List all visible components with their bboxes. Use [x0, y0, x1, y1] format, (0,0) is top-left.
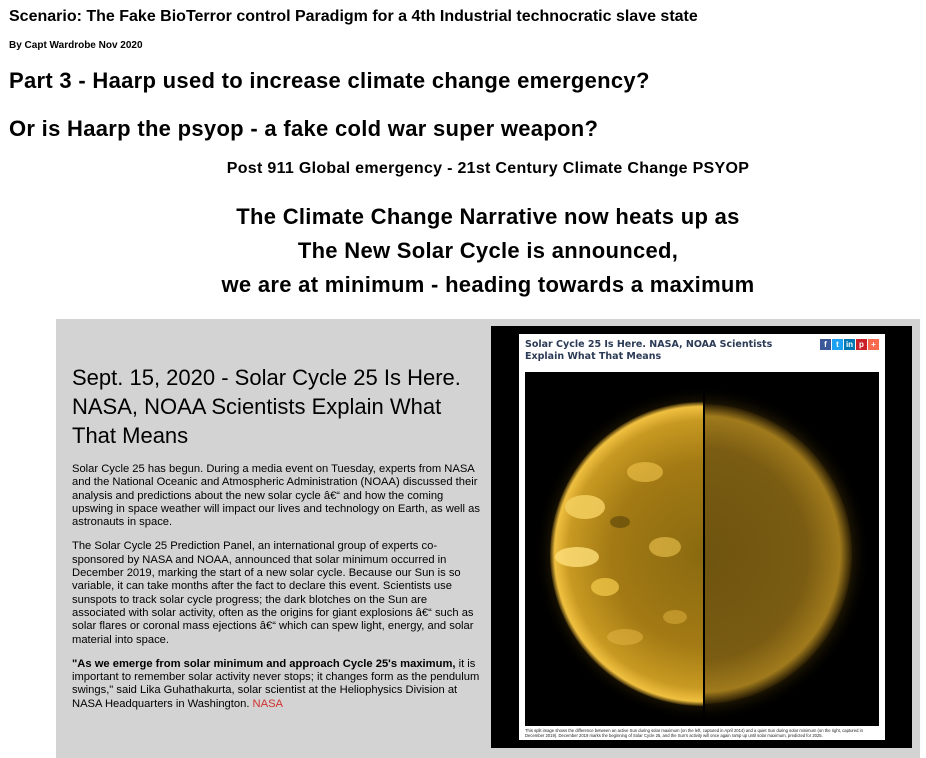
article-quote-paragraph [72, 658, 482, 711]
article-paragraph-2: The Solar Cycle 25 Prediction Panel, an international group of experts co-sponsored by NASA and NOAA, announced that solar minimum occurred in December 2019, marking the start of a new solar cycle. Because our Sun is so variable, it can take months after the fact to declare this event. Scientists use sunspots to track solar cycle progress; the dark blotches on the Sun are associated with solar activity, often as the origins for giant explosions â€“ such as solar flares or coronal mass ejections â€“ which can spew light, energy, and solar material into space. [72, 540, 474, 646]
twitter-icon[interactable]: t [832, 339, 843, 350]
embedded-article-card [519, 334, 885, 740]
sun-image-svg [525, 372, 879, 726]
post911-subheading: Post 911 Global emergency - 21st Century Climate Change PSYOP [226, 160, 750, 177]
narrative-line-1: The Climate Change Narrative now heats up as [236, 204, 740, 229]
card-title: Solar Cycle 25 Is Here. NASA, NOAA Scientists Explain What That Means [525, 339, 773, 362]
pinterest-icon[interactable]: p [856, 339, 867, 350]
part3-heading: Part 3 - Haarp used to increase climate change emergency? [9, 68, 650, 93]
quote-bold: "As we emerge from solar minimum and approach Cycle 25's maximum, [72, 657, 456, 670]
quote-text: it is important to remember solar activity never stops; it changes form as the pendulum swings," said Lika Guhathakurta, solar scientist at the Heliophysics Division at NASA Headquarters in Washington. [72, 657, 480, 710]
article-title: Sept. 15, 2020 - Solar Cycle 25 Is Here. NASA, NOAA Scientists Explain What That Means [72, 365, 461, 448]
article-block [72, 363, 482, 722]
narrative-line-2: The New Solar Cycle is announced, [297, 238, 679, 263]
article-paragraph-1: Solar Cycle 25 has begun. During a media event on Tuesday, experts from NASA and the National Oceanic and Atmospheric Administration (NOAA) discussed their analysis and predictions about the new solar cycle â€“ and how the coming upswing in space weather will impact our lives and technology on Earth, as well as astronauts in space. [72, 463, 480, 529]
narrative-heading [0, 200, 926, 302]
facebook-icon[interactable]: f [820, 339, 831, 350]
image-caption: This split image shows the difference between an active Sun during solar maximum (on the left, captured in April 2014) and a quiet Sun during solar minimum (on the right, captured in December 2019). December 2019 marks the beginning of Solar Cycle 25, and the Sun's activity will once again ramp up until solar maximum, predicted for 2025. [525, 728, 863, 738]
linkedin-icon[interactable]: in [845, 340, 854, 349]
more-share-icon[interactable]: + [868, 339, 879, 350]
split-divider [703, 372, 705, 726]
scenario-heading: Scenario: The Fake BioTerror control Paradigm for a 4th Industrial technocratic slave state [9, 8, 698, 25]
share-bar [820, 339, 879, 350]
haarp-psyop-heading: Or is Haarp the psyop - a fake cold war super weapon? [9, 116, 599, 141]
sun-split-image [525, 372, 879, 726]
nasa-link[interactable]: NASA [252, 697, 284, 710]
narrative-line-3: we are at minimum - heading towards a maximum [221, 272, 755, 297]
byline: By Capt Wardrobe Nov 2020 [9, 40, 143, 51]
